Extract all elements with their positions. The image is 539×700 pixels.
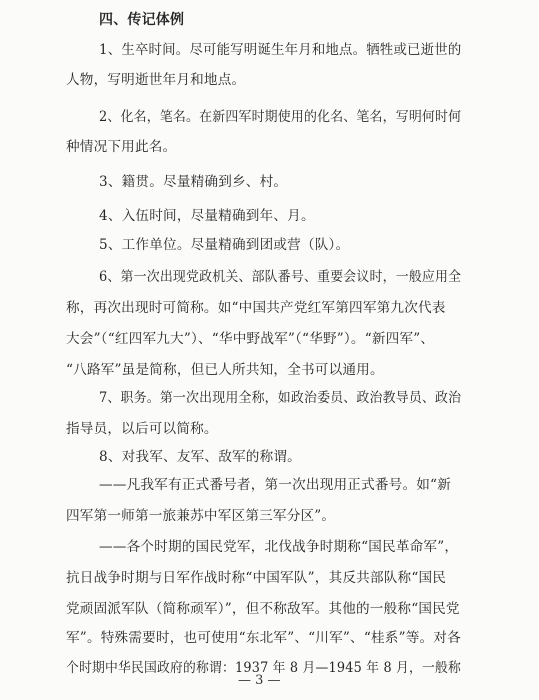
item-1-line-2: 人物，写明逝世年月和地点。 — [66, 72, 246, 88]
item-10-line-1: ——各个时期的国民党军，北伐战争时期称“国民革命军”， — [99, 539, 459, 555]
item-3-line-1: 3、籍贯。尽量精确到乡、村。 — [99, 174, 288, 190]
item-10-line-4: 军”。特殊需要时，也可使用“东北军”、“川军”、“桂系”等。对各 — [66, 630, 461, 646]
item-2-line-2: 种情况下用此名。 — [66, 139, 177, 155]
item-7-line-2: 指导员，以后可以简称。 — [66, 421, 218, 437]
item-9-line-2: 四军第一师第一旅兼苏中军区第三军分区”。 — [66, 508, 336, 524]
item-10-line-3: 党顽固派军队（简称顽军）”，但不称敌军。其他的一般称“国民党 — [66, 601, 460, 617]
item-2-line-1: 2、化名，笔名。在新四军时期使用的化名、笔名，写明何时何 — [99, 109, 462, 125]
item-1-line-1: 1、生卒时间。尽可能写明诞生年月和地点。牺牲或已逝世的 — [99, 42, 462, 58]
item-9-line-1: ——凡我军有正式番号者，第一次出现用正式番号。如“新 — [99, 477, 451, 493]
page-number: — 3 — — [238, 673, 281, 688]
item-4-line-1: 4、入伍时间，尽量精确到年、月。 — [99, 208, 315, 224]
item-5-line-1: 5、工作单位。尽量精确到团或营（队）。 — [99, 237, 350, 253]
item-6-line-2: 称，再次出现时可简称。如“中国共产党红军第四军第九次代表 — [66, 300, 446, 316]
item-10-line-5: 个时期中华民国政府的称谓：1937 年 8 月—1945 年 8 月，一般称 — [66, 660, 462, 676]
item-8-line-1: 8、对我军、友军、敌军的称谓。 — [99, 449, 301, 465]
section-heading: 四、传记体例 — [99, 12, 185, 28]
item-6-line-4: “八路军”虽是简称，但已人所共知，全书可以通用。 — [66, 362, 384, 378]
item-7-line-1: 7、职务。第一次出现用全称，如政治委员、政治教导员、政治 — [99, 390, 462, 406]
item-6-line-3: 大会”（“红四军九大”）、“华中野战军”（“华野”）。“新四军”、 — [66, 331, 435, 347]
item-10-line-2: 抗日战争时期与日军作战时称“中国军队”，其反共部队称“国民 — [66, 570, 447, 586]
item-6-line-1: 6、第一次出现党政机关、部队番号、重要会议时，一般应用全 — [99, 269, 462, 285]
